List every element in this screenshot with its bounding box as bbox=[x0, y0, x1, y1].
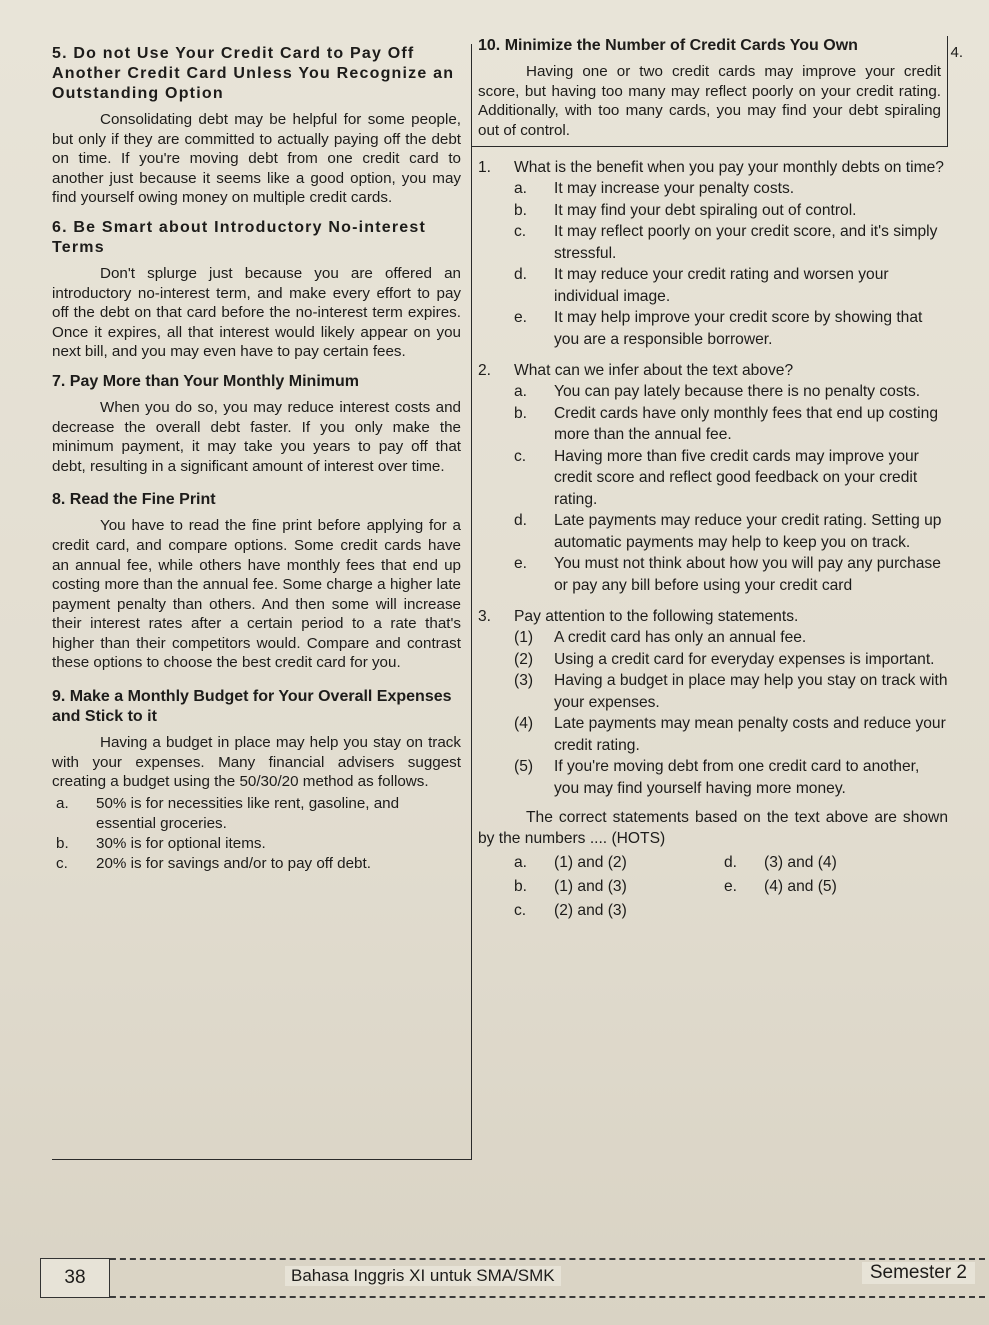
answer-option[interactable]: d. (3) and (4) bbox=[724, 854, 837, 872]
tip-9-body: Having a budget in place may help you stay on track with your expenses. Many financial advisers suggest creating a budget using the 50/30/20 method as follows. bbox=[52, 734, 461, 791]
tip-10-title: 10. Minimize the Number of Credit Cards You Own bbox=[478, 37, 858, 54]
option[interactable]: a. You can pay lately because there is no penalty costs. bbox=[514, 383, 921, 401]
page-number: 38 bbox=[40, 1258, 110, 1298]
left-column bbox=[52, 44, 472, 1160]
question-1: 1. What is the benefit when you pay your monthly debts on time? a. It may increase your penalty costs. b. It may find your debt spiraling out of control. c. It may reflect poorly on your credit score, and it's simply stressful. d. It may reduce your credit rating and worsen your individual image. e. It may help improve your credit score by showing that you are a responsible borrower. bbox=[478, 157, 948, 350]
tip-7-title: 7. Pay More than Your Monthly Minimum bbox=[52, 372, 359, 390]
answer-option[interactable]: a. (1) and (2) bbox=[514, 854, 627, 872]
option[interactable]: c. Having more than five credit cards may improve your credit score and reflect good feedback on your credit rating. bbox=[514, 447, 919, 508]
tip-6 bbox=[52, 218, 461, 362]
tip-6-body: Don't splurge just because you are offered an introductory no-interest term, and make every effort to pay off the debt on that card before the no-interest term expires. Once it expires, all that interest would likely appear on you next bill, and you may even have to pay certain fees. bbox=[52, 264, 461, 361]
book-title: Bahasa Inggris XI untuk SMA/SMK bbox=[285, 1266, 561, 1286]
question-3-text: Pay attention to the following statements. bbox=[514, 608, 799, 626]
option[interactable]: e. It may help improve your credit score by showing that you are a responsible borrower. bbox=[514, 309, 923, 348]
statement: (5) If you're moving debt from one credit card to another, you may find yourself having more money. bbox=[514, 758, 920, 797]
page-footer bbox=[40, 1258, 985, 1298]
tip-6-title: 6. Be Smart about Introductory No-interest Terms bbox=[52, 218, 426, 256]
list-item: a. 50% is for necessities like rent, gasoline, and essential groceries. bbox=[56, 794, 400, 832]
tip-8-body: You have to read the fine print before applying for a credit card, and compare options. Some credit cards have an annual fee, while others have monthly fees that end up costing more than the annual fee. Some charge a higher late payment penalty than others. And then some will increase their interest rates after a certain period to a rate that's higher than their competitors would. Compare and contrast these options to choose the best credit card for you. bbox=[52, 517, 461, 672]
option[interactable]: d. Late payments may reduce your credit rating. Setting up automatic payments may help to keep you on track. bbox=[514, 512, 942, 551]
option[interactable]: b. Credit cards have only monthly fees that end up costing more than the annual fee. bbox=[514, 404, 938, 444]
question-3-prompt: The correct statements based on the text above are shown by the numbers .... (HOTS) bbox=[478, 809, 948, 848]
option[interactable]: d. It may reduce your credit rating and worsen your individual image. bbox=[514, 266, 889, 305]
tip-5 bbox=[52, 44, 461, 208]
list-item: b. 30% is for optional items. bbox=[56, 834, 266, 852]
answer-option[interactable]: b. (1) and (3) bbox=[514, 878, 627, 896]
tip-5-body: Consolidating debt may be helpful for some people, but only if they are committed to actually paying off the debt on time. If you're moving debt from one credit card to another just because it seems like a good option, you may find yourself owing money on multiple credit cards. bbox=[52, 111, 461, 207]
budget-list bbox=[52, 794, 461, 874]
tip-8-title: 8. Read the Fine Print bbox=[52, 491, 216, 509]
corner-label: 4. bbox=[950, 44, 963, 61]
tip-9 bbox=[52, 687, 461, 874]
list-item: c. 20% is for savings and/or to pay off debt. bbox=[56, 854, 371, 872]
statement: (1) A credit card has only an annual fee. bbox=[514, 629, 807, 647]
semester-label: Semester 2 bbox=[862, 1262, 975, 1284]
tip-7-body: When you do so, you may reduce interest costs and decrease the overall debt faster. If you only make the minimum payment, it may take you years to pay off that debt, resulting in a significant amount of interest over time. bbox=[52, 398, 461, 475]
question-2-text: What can we infer about the text above? bbox=[514, 362, 794, 380]
question-1-text: What is the benefit when you pay your monthly debts on time? bbox=[514, 159, 944, 177]
tip-10 bbox=[472, 36, 948, 147]
tip-9-title: 9. Make a Monthly Budget for Your Overall Expenses and Stick to it bbox=[52, 688, 452, 726]
statement: (3) Having a budget in place may help you stay on track with your expenses. bbox=[514, 672, 948, 711]
statement: (2) Using a credit card for everyday expenses is important. bbox=[514, 650, 935, 668]
option[interactable]: e. You must not think about how you will pay any purchase or pay any bill before using your credit card bbox=[514, 555, 941, 594]
option[interactable]: b. It may find your debt spiraling out of control. bbox=[514, 201, 857, 219]
tip-7 bbox=[52, 372, 461, 476]
option[interactable]: a. It may increase your penalty costs. bbox=[514, 180, 795, 198]
option[interactable]: c. It may reflect poorly on your credit score, and it's simply stressful. bbox=[514, 223, 938, 262]
tip-10-body: Having one or two credit cards may improve your credit score, but having too many may reflect poorly on your credit rating. Additionally, with too many cards, you may find your debt spiraling out of control. bbox=[478, 63, 941, 139]
answer-option[interactable]: e. (4) and (5) bbox=[724, 878, 837, 896]
statement: (4) Late payments may mean penalty costs and reduce your credit rating. bbox=[514, 715, 946, 754]
question-2: 2. What can we infer about the text above? a. You can pay lately because there is no penalty costs. b. Credit cards have only monthly fees that end up costing more than the annual fee. c. Having more than five credit cards may improve your credit score and reflect good feedback on your credit rating. d. Late payments may reduce your credit rating. Setting up automatic payments may help to keep you on track. e. You must not think about how you will pay any purchase or pay any bill before using your credit card bbox=[478, 360, 948, 596]
answer-option[interactable]: c. (2) and (3) bbox=[514, 902, 627, 920]
answer-grid bbox=[514, 853, 948, 921]
tip-5-title: 5. Do not Use Your Credit Card to Pay Off Another Credit Card Unless You Recognize an Outstanding Option bbox=[52, 45, 455, 102]
right-column bbox=[478, 36, 948, 921]
tip-8 bbox=[52, 490, 461, 673]
question-3: 3. Pay attention to the following statements. (1) A credit card has only an annual fee. (2) Using a credit card for everyday expenses is important. (3) Having a budget in place may help you stay on track with your expenses. (4) Late payments may mean penalty costs and reduce your credit rating. (5) If you're moving debt from one credit card to another, you may find yourself having more money. The correct statements based on the text above are shown by the numbers .... (HOTS) a. (1) and (2) d. (3) and (4) b. (1) and (3) e. (4) and (5) c. (2) and (3) bbox=[478, 608, 948, 920]
